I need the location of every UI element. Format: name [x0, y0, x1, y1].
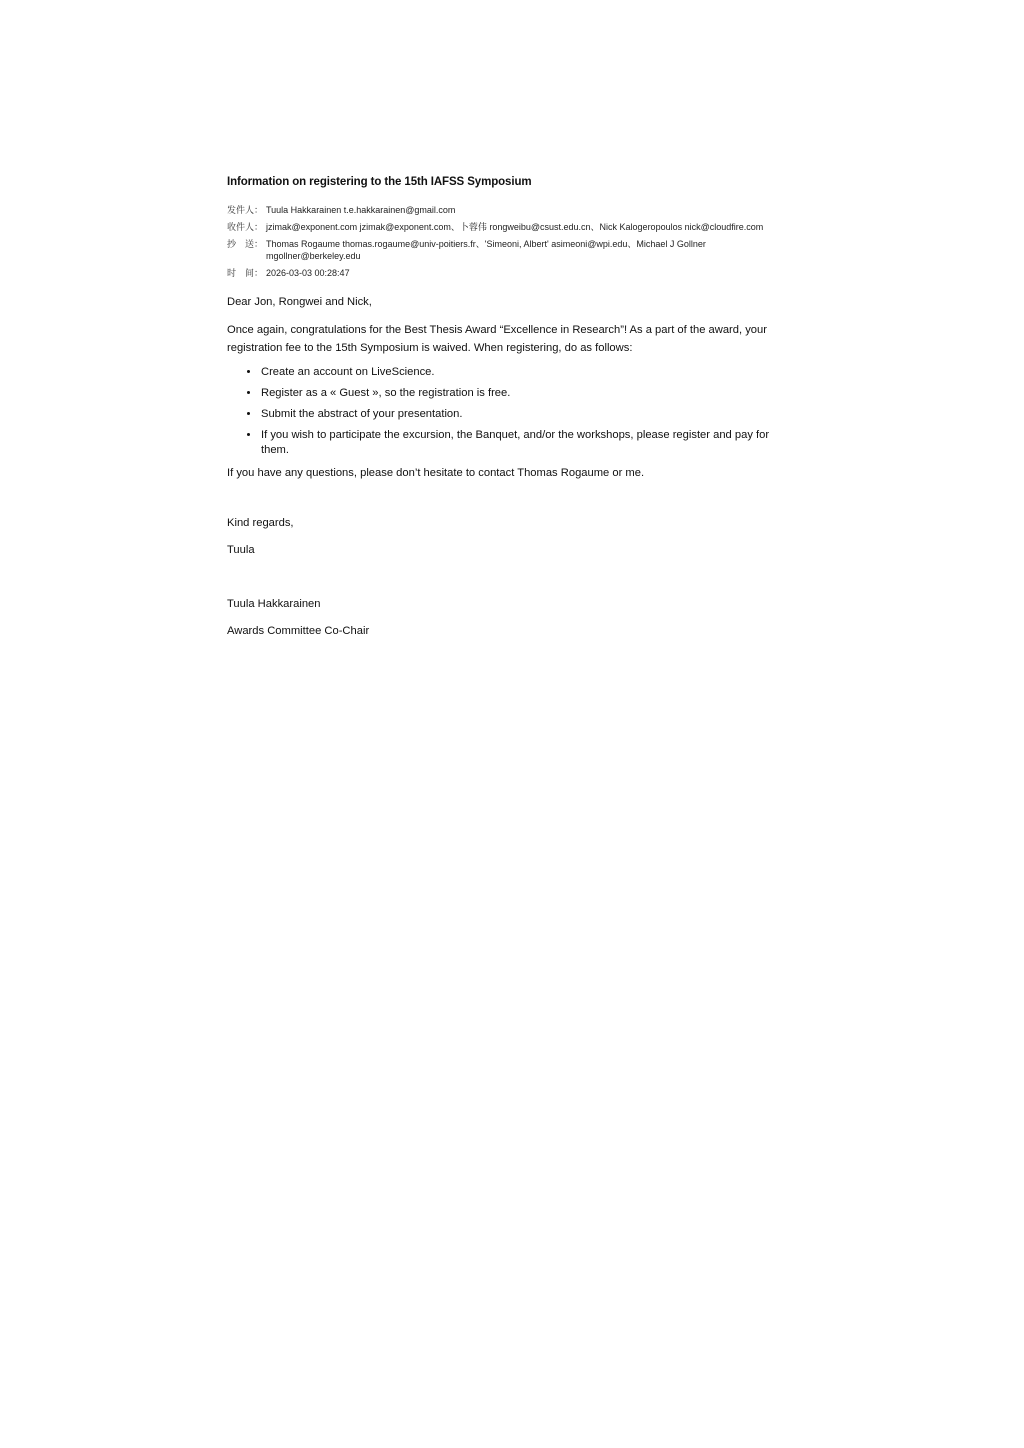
- to-label: 收件人：: [227, 222, 264, 232]
- cc-label: 抄 送：: [227, 239, 264, 249]
- signature-name: Tuula Hakkarainen: [227, 598, 321, 610]
- email-document: [227, 176, 787, 649]
- email-header: [227, 204, 787, 279]
- intro-paragraph: Once again, congratulations for the Best Thesis Award “Excellence in Research”! As a part of the award, your registration fee to the 15th Symposium is waived. When registering, do as follows:: [227, 324, 767, 354]
- greeting: Dear Jon, Rongwei and Nick,: [227, 296, 372, 308]
- to-row: [227, 221, 787, 233]
- to-value: jzimak@exponent.com jzimak@exponent.com、卜蓉伟 rongweibu@csust.edu.cn、Nick Kalogeropoulos nick@cloudfire.com: [266, 222, 764, 232]
- email-subject: Information on registering to the 15th IAFSS Symposium: [227, 176, 532, 188]
- signature-title: Awards Committee Co-Chair: [227, 625, 370, 637]
- steps-list: [227, 365, 787, 458]
- list-item: • Register as a « Guest », so the registration is free.: [260, 386, 787, 401]
- list-item: • Submit the abstract of your presentation.: [260, 407, 787, 422]
- signature-block: [227, 595, 787, 640]
- closing-block: [227, 514, 787, 559]
- closing-line: Kind regards,: [227, 517, 294, 529]
- list-item: • Create an account on LiveScience.: [260, 365, 787, 380]
- cc-value: Thomas Rogaume thomas.rogaume@univ-poitiers.fr、'Simeoni, Albert' asimeoni@wpi.edu、Michael J Gollner mgollner@berkeley.edu: [266, 239, 706, 261]
- from-row: [227, 204, 787, 216]
- time-row: [227, 267, 787, 279]
- time-value: 2026-03-03 00:28:47: [266, 268, 350, 278]
- from-label: 发件人：: [227, 205, 264, 215]
- from-value: Tuula Hakkarainen t.e.hakkarainen@gmail.com: [266, 205, 456, 215]
- list-item: • If you wish to participate the excursion, the Banquet, and/or the workshops, please register and pay for them.: [260, 428, 787, 458]
- cc-row: [227, 238, 787, 262]
- email-body: [227, 293, 787, 640]
- short-name: Tuula: [227, 544, 255, 556]
- questions-paragraph: If you have any questions, please don’t hesitate to contact Thomas Rogaume or me.: [227, 467, 645, 479]
- time-label: 时 间：: [227, 268, 264, 278]
